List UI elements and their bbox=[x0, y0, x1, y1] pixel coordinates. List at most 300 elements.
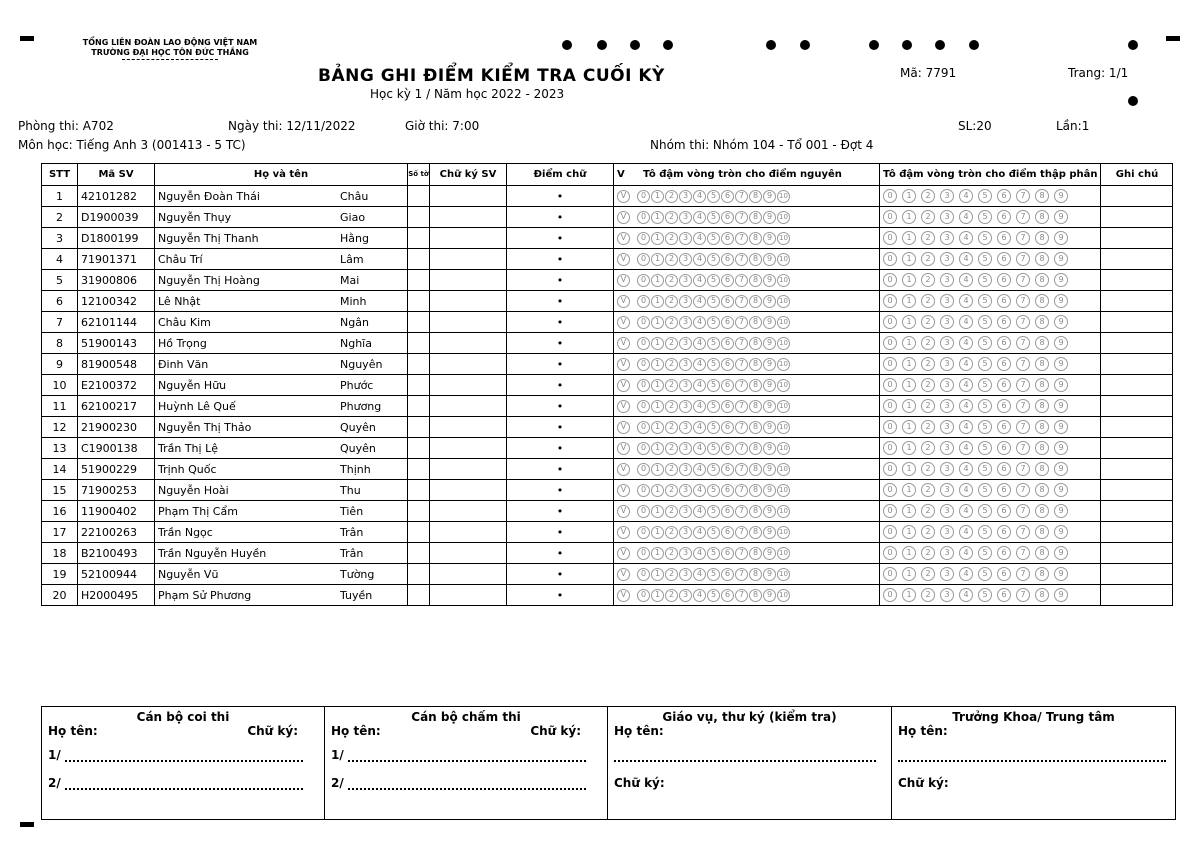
bubble-integer-2[interactable]: 2 bbox=[665, 463, 678, 476]
bubble-integer-3[interactable]: 3 bbox=[679, 505, 692, 518]
row-grade-text[interactable]: • bbox=[507, 228, 614, 249]
bubble-decimal-6[interactable]: 6 bbox=[997, 441, 1011, 455]
bubble-integer-0[interactable]: 0 bbox=[637, 232, 650, 245]
row-sheets[interactable] bbox=[408, 228, 430, 249]
bubble-decimal-7[interactable]: 7 bbox=[1016, 294, 1030, 308]
bubble-integer-5[interactable]: 5 bbox=[707, 274, 720, 287]
bubble-decimal-9[interactable]: 9 bbox=[1054, 210, 1068, 224]
bubble-integer-3[interactable]: 3 bbox=[679, 484, 692, 497]
bubble-integer-0[interactable]: 0 bbox=[637, 337, 650, 350]
bubble-integer-6[interactable]: 6 bbox=[721, 568, 734, 581]
bubble-decimal-1[interactable]: 1 bbox=[902, 189, 916, 203]
bubble-decimal-2[interactable]: 2 bbox=[921, 315, 935, 329]
bubble-integer-6[interactable]: 6 bbox=[721, 211, 734, 224]
bubble-decimal-7[interactable]: 7 bbox=[1016, 315, 1030, 329]
bubble-decimal-9[interactable]: 9 bbox=[1054, 420, 1068, 434]
bubble-decimal-9[interactable]: 9 bbox=[1054, 189, 1068, 203]
bubble-integer-4[interactable]: 4 bbox=[693, 253, 706, 266]
row-signature[interactable] bbox=[430, 312, 507, 333]
bubble-decimal-3[interactable]: 3 bbox=[940, 315, 954, 329]
bubble-integer-6[interactable]: 6 bbox=[721, 316, 734, 329]
bubble-decimal-1[interactable]: 1 bbox=[902, 420, 916, 434]
bubble-integer-8[interactable]: 8 bbox=[749, 211, 762, 224]
row-sheets[interactable] bbox=[408, 417, 430, 438]
bubble-decimal-6[interactable]: 6 bbox=[997, 546, 1011, 560]
bubble-decimal-9[interactable]: 9 bbox=[1054, 336, 1068, 350]
bubble-decimal-0[interactable]: 0 bbox=[883, 483, 897, 497]
bubble-integer-8[interactable]: 8 bbox=[749, 484, 762, 497]
bubble-integer-10[interactable]: 10 bbox=[777, 526, 790, 539]
row-note[interactable] bbox=[1101, 207, 1173, 228]
bubble-integer-8[interactable]: 8 bbox=[749, 274, 762, 287]
bubble-integer-3[interactable]: 3 bbox=[679, 568, 692, 581]
bubble-decimal-4[interactable]: 4 bbox=[959, 567, 973, 581]
bubble-integer-4[interactable]: 4 bbox=[693, 589, 706, 602]
bubble-decimal-8[interactable]: 8 bbox=[1035, 525, 1049, 539]
bubble-v[interactable]: V bbox=[617, 379, 630, 392]
bubble-integer-3[interactable]: 3 bbox=[679, 379, 692, 392]
bubble-decimal-2[interactable]: 2 bbox=[921, 378, 935, 392]
bubble-integer-1[interactable]: 1 bbox=[651, 442, 664, 455]
bubble-decimal-8[interactable]: 8 bbox=[1035, 231, 1049, 245]
bubble-decimal-4[interactable]: 4 bbox=[959, 420, 973, 434]
bubble-decimal-5[interactable]: 5 bbox=[978, 336, 992, 350]
bubble-integer-9[interactable]: 9 bbox=[763, 379, 776, 392]
bubble-integer-7[interactable]: 7 bbox=[735, 526, 748, 539]
bubble-decimal-2[interactable]: 2 bbox=[921, 273, 935, 287]
bubble-integer-0[interactable]: 0 bbox=[637, 211, 650, 224]
row-sheets[interactable] bbox=[408, 354, 430, 375]
bubble-decimal-9[interactable]: 9 bbox=[1054, 315, 1068, 329]
bubble-integer-4[interactable]: 4 bbox=[693, 379, 706, 392]
bubble-integer-1[interactable]: 1 bbox=[651, 232, 664, 245]
bubble-v[interactable]: V bbox=[617, 547, 630, 560]
bubble-integer-9[interactable]: 9 bbox=[763, 211, 776, 224]
bubble-decimal-5[interactable]: 5 bbox=[978, 315, 992, 329]
bubble-integer-0[interactable]: 0 bbox=[637, 547, 650, 560]
bubble-integer-4[interactable]: 4 bbox=[693, 484, 706, 497]
bubble-v[interactable]: V bbox=[617, 295, 630, 308]
bubble-decimal-0[interactable]: 0 bbox=[883, 315, 897, 329]
bubble-integer-4[interactable]: 4 bbox=[693, 400, 706, 413]
bubble-decimal-0[interactable]: 0 bbox=[883, 357, 897, 371]
bubble-integer-9[interactable]: 9 bbox=[763, 253, 776, 266]
bubble-integer-2[interactable]: 2 bbox=[665, 400, 678, 413]
bubble-integer-10[interactable]: 10 bbox=[777, 316, 790, 329]
bubble-integer-2[interactable]: 2 bbox=[665, 316, 678, 329]
row-sheets[interactable] bbox=[408, 564, 430, 585]
bubble-integer-5[interactable]: 5 bbox=[707, 484, 720, 497]
row-note[interactable] bbox=[1101, 228, 1173, 249]
row-signature[interactable] bbox=[430, 480, 507, 501]
row-sheets[interactable] bbox=[408, 312, 430, 333]
bubble-integer-10[interactable]: 10 bbox=[777, 337, 790, 350]
bubble-integer-9[interactable]: 9 bbox=[763, 358, 776, 371]
bubble-integer-6[interactable]: 6 bbox=[721, 421, 734, 434]
bubble-integer-7[interactable]: 7 bbox=[735, 337, 748, 350]
row-signature[interactable] bbox=[430, 438, 507, 459]
bubble-decimal-9[interactable]: 9 bbox=[1054, 399, 1068, 413]
bubble-integer-4[interactable]: 4 bbox=[693, 547, 706, 560]
bubble-decimal-2[interactable]: 2 bbox=[921, 252, 935, 266]
bubble-integer-2[interactable]: 2 bbox=[665, 379, 678, 392]
bubble-integer-7[interactable]: 7 bbox=[735, 358, 748, 371]
row-sheets[interactable] bbox=[408, 375, 430, 396]
bubble-v[interactable]: V bbox=[617, 337, 630, 350]
bubble-decimal-6[interactable]: 6 bbox=[997, 294, 1011, 308]
bubble-decimal-7[interactable]: 7 bbox=[1016, 189, 1030, 203]
bubble-decimal-1[interactable]: 1 bbox=[902, 231, 916, 245]
bubble-integer-4[interactable]: 4 bbox=[693, 274, 706, 287]
bubble-integer-7[interactable]: 7 bbox=[735, 589, 748, 602]
bubble-v[interactable]: V bbox=[617, 442, 630, 455]
row-note[interactable] bbox=[1101, 417, 1173, 438]
row-signature[interactable] bbox=[430, 291, 507, 312]
row-grade-text[interactable]: • bbox=[507, 333, 614, 354]
bubble-decimal-0[interactable]: 0 bbox=[883, 525, 897, 539]
bubble-decimal-8[interactable]: 8 bbox=[1035, 336, 1049, 350]
bubble-integer-6[interactable]: 6 bbox=[721, 190, 734, 203]
bubble-integer-5[interactable]: 5 bbox=[707, 505, 720, 518]
bubble-integer-0[interactable]: 0 bbox=[637, 589, 650, 602]
bubble-integer-4[interactable]: 4 bbox=[693, 568, 706, 581]
bubble-integer-10[interactable]: 10 bbox=[777, 484, 790, 497]
bubble-decimal-8[interactable]: 8 bbox=[1035, 357, 1049, 371]
bubble-decimal-2[interactable]: 2 bbox=[921, 294, 935, 308]
bubble-integer-9[interactable]: 9 bbox=[763, 568, 776, 581]
bubble-decimal-1[interactable]: 1 bbox=[902, 483, 916, 497]
bubble-integer-4[interactable]: 4 bbox=[693, 358, 706, 371]
bubble-decimal-2[interactable]: 2 bbox=[921, 399, 935, 413]
bubble-decimal-0[interactable]: 0 bbox=[883, 336, 897, 350]
bubble-decimal-3[interactable]: 3 bbox=[940, 483, 954, 497]
bubble-integer-10[interactable]: 10 bbox=[777, 274, 790, 287]
bubble-decimal-0[interactable]: 0 bbox=[883, 273, 897, 287]
bubble-integer-5[interactable]: 5 bbox=[707, 589, 720, 602]
bubble-integer-0[interactable]: 0 bbox=[637, 400, 650, 413]
bubble-integer-3[interactable]: 3 bbox=[679, 463, 692, 476]
row-grade-text[interactable]: • bbox=[507, 291, 614, 312]
bubble-integer-1[interactable]: 1 bbox=[651, 400, 664, 413]
bubble-decimal-1[interactable]: 1 bbox=[902, 525, 916, 539]
bubble-integer-3[interactable]: 3 bbox=[679, 337, 692, 350]
bubble-integer-1[interactable]: 1 bbox=[651, 274, 664, 287]
bubble-integer-8[interactable]: 8 bbox=[749, 232, 762, 245]
bubble-decimal-5[interactable]: 5 bbox=[978, 441, 992, 455]
bubble-integer-7[interactable]: 7 bbox=[735, 295, 748, 308]
bubble-decimal-6[interactable]: 6 bbox=[997, 210, 1011, 224]
bubble-integer-4[interactable]: 4 bbox=[693, 442, 706, 455]
bubble-integer-0[interactable]: 0 bbox=[637, 274, 650, 287]
bubble-decimal-6[interactable]: 6 bbox=[997, 504, 1011, 518]
bubble-decimal-4[interactable]: 4 bbox=[959, 231, 973, 245]
bubble-decimal-7[interactable]: 7 bbox=[1016, 420, 1030, 434]
bubble-integer-3[interactable]: 3 bbox=[679, 589, 692, 602]
bubble-decimal-5[interactable]: 5 bbox=[978, 483, 992, 497]
bubble-decimal-4[interactable]: 4 bbox=[959, 588, 973, 602]
row-signature[interactable] bbox=[430, 249, 507, 270]
bubble-integer-9[interactable]: 9 bbox=[763, 295, 776, 308]
bubble-decimal-4[interactable]: 4 bbox=[959, 189, 973, 203]
bubble-decimal-0[interactable]: 0 bbox=[883, 546, 897, 560]
bubble-integer-2[interactable]: 2 bbox=[665, 211, 678, 224]
bubble-integer-5[interactable]: 5 bbox=[707, 421, 720, 434]
bubble-decimal-5[interactable]: 5 bbox=[978, 357, 992, 371]
bubble-decimal-0[interactable]: 0 bbox=[883, 441, 897, 455]
bubble-integer-7[interactable]: 7 bbox=[735, 379, 748, 392]
row-note[interactable] bbox=[1101, 354, 1173, 375]
bubble-integer-7[interactable]: 7 bbox=[735, 463, 748, 476]
bubble-integer-1[interactable]: 1 bbox=[651, 505, 664, 518]
bubble-integer-6[interactable]: 6 bbox=[721, 400, 734, 413]
row-grade-text[interactable]: • bbox=[507, 375, 614, 396]
bubble-integer-6[interactable]: 6 bbox=[721, 274, 734, 287]
bubble-integer-5[interactable]: 5 bbox=[707, 547, 720, 560]
bubble-integer-2[interactable]: 2 bbox=[665, 190, 678, 203]
bubble-integer-3[interactable]: 3 bbox=[679, 295, 692, 308]
bubble-decimal-4[interactable]: 4 bbox=[959, 315, 973, 329]
bubble-integer-3[interactable]: 3 bbox=[679, 274, 692, 287]
bubble-decimal-1[interactable]: 1 bbox=[902, 441, 916, 455]
bubble-decimal-1[interactable]: 1 bbox=[902, 294, 916, 308]
bubble-decimal-1[interactable]: 1 bbox=[902, 504, 916, 518]
bubble-integer-9[interactable]: 9 bbox=[763, 589, 776, 602]
bubble-decimal-6[interactable]: 6 bbox=[997, 462, 1011, 476]
bubble-integer-3[interactable]: 3 bbox=[679, 232, 692, 245]
bubble-integer-10[interactable]: 10 bbox=[777, 400, 790, 413]
bubble-integer-5[interactable]: 5 bbox=[707, 442, 720, 455]
bubble-integer-9[interactable]: 9 bbox=[763, 442, 776, 455]
bubble-decimal-9[interactable]: 9 bbox=[1054, 273, 1068, 287]
row-grade-text[interactable]: • bbox=[507, 522, 614, 543]
bubble-integer-9[interactable]: 9 bbox=[763, 547, 776, 560]
row-note[interactable] bbox=[1101, 249, 1173, 270]
bubble-integer-2[interactable]: 2 bbox=[665, 547, 678, 560]
bubble-integer-8[interactable]: 8 bbox=[749, 295, 762, 308]
bubble-decimal-7[interactable]: 7 bbox=[1016, 378, 1030, 392]
bubble-decimal-1[interactable]: 1 bbox=[902, 399, 916, 413]
bubble-v[interactable]: V bbox=[617, 400, 630, 413]
bubble-decimal-8[interactable]: 8 bbox=[1035, 483, 1049, 497]
bubble-decimal-0[interactable]: 0 bbox=[883, 462, 897, 476]
bubble-decimal-7[interactable]: 7 bbox=[1016, 357, 1030, 371]
row-sheets[interactable] bbox=[408, 207, 430, 228]
bubble-integer-1[interactable]: 1 bbox=[651, 484, 664, 497]
bubble-decimal-1[interactable]: 1 bbox=[902, 357, 916, 371]
bubble-integer-7[interactable]: 7 bbox=[735, 505, 748, 518]
bubble-integer-5[interactable]: 5 bbox=[707, 526, 720, 539]
bubble-integer-5[interactable]: 5 bbox=[707, 568, 720, 581]
row-grade-text[interactable]: • bbox=[507, 543, 614, 564]
bubble-decimal-3[interactable]: 3 bbox=[940, 420, 954, 434]
bubble-decimal-7[interactable]: 7 bbox=[1016, 210, 1030, 224]
bubble-decimal-7[interactable]: 7 bbox=[1016, 399, 1030, 413]
bubble-integer-9[interactable]: 9 bbox=[763, 505, 776, 518]
bubble-integer-0[interactable]: 0 bbox=[637, 484, 650, 497]
bubble-integer-10[interactable]: 10 bbox=[777, 358, 790, 371]
bubble-integer-3[interactable]: 3 bbox=[679, 358, 692, 371]
bubble-decimal-3[interactable]: 3 bbox=[940, 567, 954, 581]
bubble-integer-1[interactable]: 1 bbox=[651, 358, 664, 371]
row-grade-text[interactable]: • bbox=[507, 564, 614, 585]
bubble-v[interactable]: V bbox=[617, 316, 630, 329]
row-note[interactable] bbox=[1101, 186, 1173, 207]
bubble-integer-4[interactable]: 4 bbox=[693, 505, 706, 518]
bubble-integer-3[interactable]: 3 bbox=[679, 442, 692, 455]
bubble-integer-8[interactable]: 8 bbox=[749, 400, 762, 413]
bubble-integer-3[interactable]: 3 bbox=[679, 421, 692, 434]
bubble-decimal-6[interactable]: 6 bbox=[997, 231, 1011, 245]
row-note[interactable] bbox=[1101, 585, 1173, 606]
bubble-decimal-3[interactable]: 3 bbox=[940, 504, 954, 518]
row-sheets[interactable] bbox=[408, 459, 430, 480]
bubble-integer-10[interactable]: 10 bbox=[777, 463, 790, 476]
row-sheets[interactable] bbox=[408, 291, 430, 312]
bubble-decimal-2[interactable]: 2 bbox=[921, 336, 935, 350]
bubble-integer-4[interactable]: 4 bbox=[693, 295, 706, 308]
bubble-integer-7[interactable]: 7 bbox=[735, 568, 748, 581]
bubble-decimal-1[interactable]: 1 bbox=[902, 588, 916, 602]
bubble-decimal-9[interactable]: 9 bbox=[1054, 231, 1068, 245]
bubble-integer-1[interactable]: 1 bbox=[651, 337, 664, 350]
bubble-decimal-5[interactable]: 5 bbox=[978, 588, 992, 602]
bubble-integer-8[interactable]: 8 bbox=[749, 421, 762, 434]
bubble-decimal-6[interactable]: 6 bbox=[997, 357, 1011, 371]
bubble-decimal-6[interactable]: 6 bbox=[997, 336, 1011, 350]
bubble-integer-3[interactable]: 3 bbox=[679, 253, 692, 266]
bubble-integer-7[interactable]: 7 bbox=[735, 211, 748, 224]
grader-dotted-line-2[interactable] bbox=[348, 778, 586, 790]
bubble-decimal-6[interactable]: 6 bbox=[997, 315, 1011, 329]
bubble-decimal-4[interactable]: 4 bbox=[959, 525, 973, 539]
bubble-decimal-9[interactable]: 9 bbox=[1054, 504, 1068, 518]
bubble-integer-8[interactable]: 8 bbox=[749, 442, 762, 455]
bubble-decimal-2[interactable]: 2 bbox=[921, 525, 935, 539]
row-signature[interactable] bbox=[430, 333, 507, 354]
bubble-integer-6[interactable]: 6 bbox=[721, 379, 734, 392]
bubble-decimal-2[interactable]: 2 bbox=[921, 567, 935, 581]
bubble-decimal-2[interactable]: 2 bbox=[921, 462, 935, 476]
bubble-integer-8[interactable]: 8 bbox=[749, 589, 762, 602]
bubble-decimal-1[interactable]: 1 bbox=[902, 378, 916, 392]
bubble-integer-1[interactable]: 1 bbox=[651, 568, 664, 581]
bubble-decimal-5[interactable]: 5 bbox=[978, 231, 992, 245]
row-sheets[interactable] bbox=[408, 186, 430, 207]
bubble-integer-9[interactable]: 9 bbox=[763, 421, 776, 434]
bubble-integer-4[interactable]: 4 bbox=[693, 232, 706, 245]
bubble-decimal-3[interactable]: 3 bbox=[940, 231, 954, 245]
bubble-decimal-2[interactable]: 2 bbox=[921, 441, 935, 455]
bubble-decimal-6[interactable]: 6 bbox=[997, 483, 1011, 497]
bubble-integer-1[interactable]: 1 bbox=[651, 253, 664, 266]
bubble-decimal-7[interactable]: 7 bbox=[1016, 231, 1030, 245]
bubble-decimal-8[interactable]: 8 bbox=[1035, 420, 1049, 434]
bubble-integer-10[interactable]: 10 bbox=[777, 442, 790, 455]
bubble-decimal-5[interactable]: 5 bbox=[978, 399, 992, 413]
bubble-decimal-5[interactable]: 5 bbox=[978, 420, 992, 434]
bubble-decimal-1[interactable]: 1 bbox=[902, 252, 916, 266]
bubble-integer-5[interactable]: 5 bbox=[707, 295, 720, 308]
bubble-decimal-5[interactable]: 5 bbox=[978, 567, 992, 581]
bubble-decimal-0[interactable]: 0 bbox=[883, 231, 897, 245]
bubble-decimal-8[interactable]: 8 bbox=[1035, 378, 1049, 392]
row-signature[interactable] bbox=[430, 585, 507, 606]
bubble-integer-10[interactable]: 10 bbox=[777, 589, 790, 602]
bubble-integer-7[interactable]: 7 bbox=[735, 442, 748, 455]
bubble-decimal-1[interactable]: 1 bbox=[902, 462, 916, 476]
row-note[interactable] bbox=[1101, 312, 1173, 333]
bubble-decimal-6[interactable]: 6 bbox=[997, 525, 1011, 539]
bubble-decimal-7[interactable]: 7 bbox=[1016, 504, 1030, 518]
row-note[interactable] bbox=[1101, 438, 1173, 459]
bubble-decimal-5[interactable]: 5 bbox=[978, 504, 992, 518]
bubble-integer-3[interactable]: 3 bbox=[679, 316, 692, 329]
bubble-integer-6[interactable]: 6 bbox=[721, 463, 734, 476]
bubble-integer-8[interactable]: 8 bbox=[749, 547, 762, 560]
bubble-decimal-9[interactable]: 9 bbox=[1054, 567, 1068, 581]
bubble-decimal-9[interactable]: 9 bbox=[1054, 525, 1068, 539]
bubble-integer-10[interactable]: 10 bbox=[777, 232, 790, 245]
bubble-integer-0[interactable]: 0 bbox=[637, 442, 650, 455]
bubble-integer-9[interactable]: 9 bbox=[763, 190, 776, 203]
bubble-decimal-5[interactable]: 5 bbox=[978, 210, 992, 224]
bubble-decimal-7[interactable]: 7 bbox=[1016, 588, 1030, 602]
bubble-decimal-5[interactable]: 5 bbox=[978, 378, 992, 392]
bubble-integer-3[interactable]: 3 bbox=[679, 526, 692, 539]
row-grade-text[interactable]: • bbox=[507, 270, 614, 291]
bubble-decimal-6[interactable]: 6 bbox=[997, 567, 1011, 581]
bubble-integer-10[interactable]: 10 bbox=[777, 379, 790, 392]
bubble-integer-2[interactable]: 2 bbox=[665, 442, 678, 455]
bubble-integer-1[interactable]: 1 bbox=[651, 316, 664, 329]
bubble-decimal-3[interactable]: 3 bbox=[940, 399, 954, 413]
bubble-v[interactable]: V bbox=[617, 526, 630, 539]
bubble-integer-10[interactable]: 10 bbox=[777, 190, 790, 203]
bubble-integer-8[interactable]: 8 bbox=[749, 316, 762, 329]
bubble-integer-8[interactable]: 8 bbox=[749, 568, 762, 581]
bubble-integer-2[interactable]: 2 bbox=[665, 295, 678, 308]
bubble-v[interactable]: V bbox=[617, 568, 630, 581]
row-note[interactable] bbox=[1101, 375, 1173, 396]
bubble-integer-8[interactable]: 8 bbox=[749, 505, 762, 518]
dean-dotted-line[interactable] bbox=[898, 750, 1166, 762]
bubble-integer-10[interactable]: 10 bbox=[777, 253, 790, 266]
row-grade-text[interactable]: • bbox=[507, 207, 614, 228]
bubble-decimal-3[interactable]: 3 bbox=[940, 273, 954, 287]
bubble-decimal-8[interactable]: 8 bbox=[1035, 441, 1049, 455]
bubble-integer-1[interactable]: 1 bbox=[651, 421, 664, 434]
bubble-integer-5[interactable]: 5 bbox=[707, 337, 720, 350]
bubble-integer-8[interactable]: 8 bbox=[749, 379, 762, 392]
bubble-v[interactable]: V bbox=[617, 421, 630, 434]
bubble-integer-5[interactable]: 5 bbox=[707, 253, 720, 266]
bubble-integer-2[interactable]: 2 bbox=[665, 337, 678, 350]
bubble-integer-1[interactable]: 1 bbox=[651, 190, 664, 203]
bubble-decimal-1[interactable]: 1 bbox=[902, 546, 916, 560]
bubble-decimal-8[interactable]: 8 bbox=[1035, 399, 1049, 413]
bubble-decimal-9[interactable]: 9 bbox=[1054, 378, 1068, 392]
bubble-integer-6[interactable]: 6 bbox=[721, 589, 734, 602]
bubble-integer-6[interactable]: 6 bbox=[721, 358, 734, 371]
bubble-decimal-2[interactable]: 2 bbox=[921, 210, 935, 224]
bubble-decimal-4[interactable]: 4 bbox=[959, 441, 973, 455]
bubble-integer-6[interactable]: 6 bbox=[721, 232, 734, 245]
bubble-decimal-9[interactable]: 9 bbox=[1054, 588, 1068, 602]
row-note[interactable] bbox=[1101, 543, 1173, 564]
bubble-decimal-8[interactable]: 8 bbox=[1035, 462, 1049, 476]
bubble-integer-0[interactable]: 0 bbox=[637, 379, 650, 392]
row-grade-text[interactable]: • bbox=[507, 480, 614, 501]
